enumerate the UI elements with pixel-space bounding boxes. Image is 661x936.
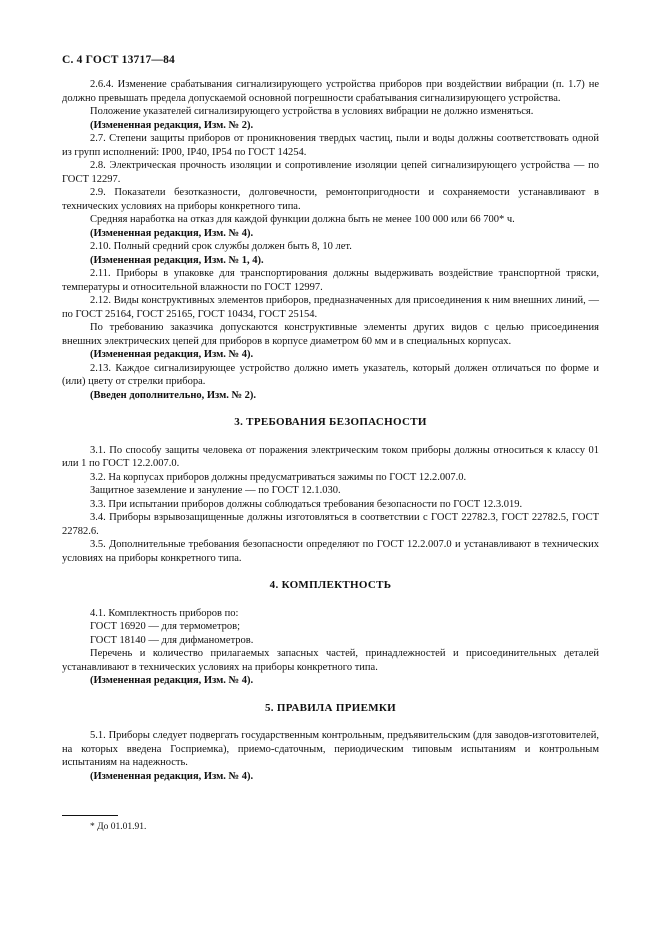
paragraph: 3.2. На корпусах приборов должны предусматриваться зажимы по ГОСТ 12.2.007.0.	[90, 471, 467, 483]
paragraph: ГОСТ 18140 — для дифманометров.	[90, 634, 254, 646]
amendment-note: (Измененная редакция, Изм. № 4).	[90, 770, 254, 782]
amendment-note: (Измененная редакция, Изм. № 4).	[90, 349, 254, 360]
paragraph: 4.1. Комплектность приборов по:	[90, 607, 239, 619]
paragraph: 3.1. По способу защиты человека от поражения электрическим током приборы должны относиться к классу 01 или 1 по ГОСТ 12.2.007.0.	[62, 444, 599, 469]
amendment-note: (Измененная редакция, Изм. № 4).	[90, 675, 254, 686]
paragraph: 2.10. Полный средний срок службы должен быть 8, 10 лет.	[90, 241, 352, 252]
paragraph: 2.11. Приборы в упаковке для транспортирования должны выдерживать воздействие транспортной тряски, температуры и относительной влажности по ГОСТ 12997.	[62, 268, 599, 293]
amendment-note: (Измененная редакция, Изм. № 4).	[90, 227, 254, 239]
section-heading: 5. ПРАВИЛА ПРИЕМКИ	[264, 701, 397, 714]
paragraph: Положение указателей сигнализирующего устройства в условиях вибрации не должно изменяться.	[90, 106, 534, 117]
paragraph: 5.1. Приборы следует подвергать государственным контрольным, предъявительским (для заводов-изготовителей, на которых введена Госприемка), приемо-сдаточным, периодическим типовым испытаниям и контрольным испытаниям на надежность.	[62, 730, 599, 768]
page-header: С. 4 ГОСТ 13717—84	[62, 54, 175, 66]
footnote: * До 01.01.91.	[90, 822, 147, 832]
footnote-divider	[62, 815, 118, 816]
paragraph: 2.6.4. Изменение срабатывания сигнализирующего устройства приборов при воздействии вибрации (п. 1.7) не должно превышать предела допускаемой основной погрешности срабатывания сигнализирующего устройства.	[62, 79, 599, 104]
paragraph: 2.13. Каждое сигнализирующее устройство должно иметь указатель, который должен отличаться по форме и (или) цвету от стрелки прибора.	[62, 362, 599, 387]
paragraph: 2.9. Показатели безотказности, долговечности, ремонтопригодности и сохраняемости устанавливают в технических условиях на приборы конкретного типа.	[62, 187, 599, 212]
section-heading: 4. КОМПЛЕКТНОСТЬ	[269, 579, 392, 591]
paragraph: 3.3. При испытании приборов должны соблюдаться требования безопасности по ГОСТ 12.3.019.	[90, 498, 523, 510]
paragraph: Защитное заземление и зануление — по ГОСТ 12.1.030.	[90, 485, 341, 496]
amendment-note: (Измененная редакция, Изм. № 1, 4).	[90, 254, 264, 266]
amendment-note: (Измененная редакция, Изм. № 2).	[90, 119, 254, 131]
paragraph: Перечень и количество прилагаемых запасных частей, принадлежностей и присоединительных деталей устанавливают в технических условиях на приборы конкретного типа.	[62, 648, 599, 673]
paragraph: По требованию заказчика допускаются конструктивные элементы других видов с целью присоединения внешних электрических цепей для приборов в корпусе диаметром 60 мм и в специальных корпусах.	[62, 322, 599, 347]
paragraph: Средняя наработка на отказ для каждой функции должна быть не менее 100 000 или 66 700* ч.	[90, 214, 515, 225]
paragraph: 2.7. Степени защиты приборов от проникновения твердых частиц, пыли и воды должны соответствовать одной из групп исполнений: IP00, IP40, IP54 по ГОСТ 14254.	[62, 133, 599, 158]
paragraph: ГОСТ 16920 — для термометров;	[90, 621, 241, 632]
document-body	[62, 78, 599, 783]
paragraph: 2.12. Виды конструктивных элементов приборов, предназначенных для присоединения к ним внешних линий, — по ГОСТ 25164, ГОСТ 25165, ГОСТ 10434, ГОСТ 25154.	[62, 295, 599, 320]
paragraph: 2.8. Электрическая прочность изоляции и сопротивление изоляции цепей сигнализирующего устройства — по ГОСТ 12297.	[62, 160, 599, 185]
amendment-note: (Введен дополнительно, Изм. № 2).	[90, 389, 257, 401]
paragraph: 3.4. Приборы взрывозащищенные должны изготовляться в соответствии с ГОСТ 22782.3, ГОСТ 22782.5, ГОСТ 22782.6.	[62, 512, 599, 537]
section-heading: 3. ТРЕБОВАНИЯ БЕЗОПАСНОСТИ	[234, 416, 427, 428]
paragraph: 3.5. Дополнительные требования безопасности определяют по ГОСТ 12.2.007.0 и устанавливают в технических условиях на приборы конкретного типа.	[62, 539, 599, 564]
